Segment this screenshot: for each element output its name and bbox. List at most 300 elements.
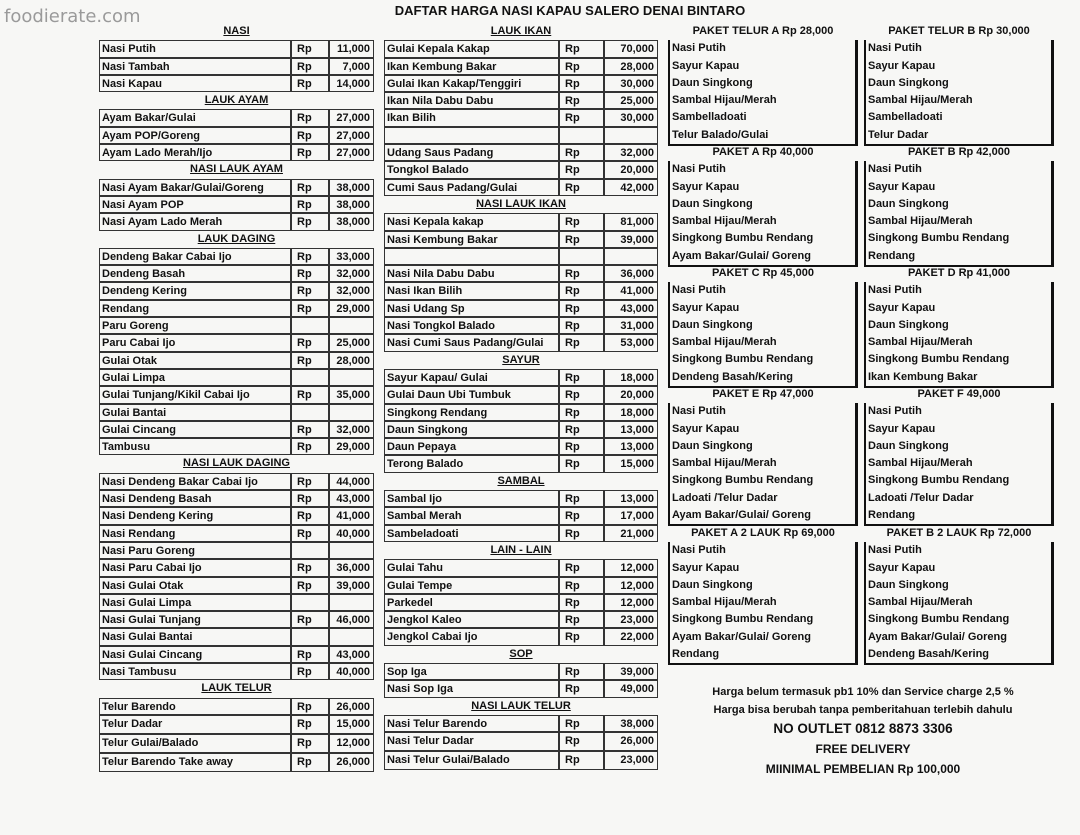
menu-item [99,404,374,421]
menu-item [384,213,658,230]
item-price: 27,000 [329,144,374,161]
package-item: Nasi Putih [868,405,922,418]
item-price: 43,000 [604,300,658,317]
item-price: 38,000 [329,179,374,196]
package-item: Singkong Bumbu Rendang [672,474,814,487]
package-block [864,144,1054,267]
currency: Rp [559,507,604,524]
package-item: Singkong Bumbu Rendang [672,353,814,366]
menu-item [384,161,658,178]
currency: Rp [559,231,604,248]
menu-item [99,58,374,75]
notes-section [668,683,1058,779]
item-name: Jengkol Kaleo [384,611,559,628]
package-block [864,265,1054,388]
currency: Rp [291,438,329,455]
package-item: Sambelladoati [868,111,943,124]
item-price: 12,000 [604,577,658,594]
currency: Rp [291,421,329,438]
item-price: 32,000 [329,421,374,438]
menu-item [99,300,374,317]
menu-item [99,594,374,611]
package-title: PAKET B 2 LAUK Rp 72,000 [886,527,1032,539]
item-name: Nasi Udang Sp [384,300,559,317]
currency: Rp [559,732,604,751]
menu-item [99,386,374,403]
currency: Rp [291,646,329,663]
item-price: 20,000 [604,386,658,403]
item-price: 13,000 [604,421,658,438]
item-name: Rendang [99,300,291,317]
item-name: Telur Barendo Take away [99,753,291,772]
delivery-note: FREE DELIVERY [815,742,911,756]
currency: Rp [559,213,604,230]
item-price: 30,000 [604,75,658,92]
package-item: Sambal Hijau/Merah [672,94,777,107]
section-header: NASI LAUK DAGING [183,457,290,470]
currency: Rp [291,559,329,576]
menu-item [384,58,658,75]
menu-item [99,611,374,628]
package-title: PAKET TELUR B Rp 30,000 [888,25,1030,37]
currency: Rp [559,144,604,161]
item-price: 32,000 [604,144,658,161]
package-title: PAKET TELUR A Rp 28,000 [692,25,834,37]
menu-item [99,282,374,299]
package-item: Telur Dadar [868,128,929,141]
section-header: SOP [509,647,533,660]
package-item: Nasi Putih [868,163,922,176]
package-item: Daun Singkong [868,439,949,452]
item-price [604,127,658,144]
package-item: Sambal Hijau/Merah [672,215,777,228]
item-price: 38,000 [604,715,658,732]
package-item: Singkong Bumbu Rendang [868,353,1010,366]
section-header: NASI LAUK AYAM [190,163,283,176]
item-name: Nasi Nila Dabu Dabu [384,265,559,282]
item-name: Paru Goreng [99,317,291,334]
item-name: Nasi Tambusu [99,663,291,680]
currency: Rp [559,109,604,126]
package-item: Daun Singkong [672,318,753,331]
menu-item [99,663,374,680]
package-item: Singkong Bumbu Rendang [868,474,1010,487]
package-item: Ikan Kembung Bakar [868,370,978,383]
currency: Rp [291,127,329,144]
currency: Rp [559,421,604,438]
item-name: Nasi Ayam POP [99,196,291,213]
menu-item [99,490,374,507]
item-name: Nasi Tambah [99,58,291,75]
item-name: Ayam Lado Merah/Ijo [99,144,291,161]
package-title: PAKET F 49,000 [917,388,1001,400]
menu-item [384,594,658,611]
item-price: 41,000 [329,507,374,524]
menu-item [384,507,658,524]
package-item: Dendeng Basah/Kering [868,648,990,661]
item-name: Dendeng Basah [99,265,291,282]
package-item: Sambal Hijau/Merah [868,215,973,228]
item-price: 28,000 [604,58,658,75]
package-item: Nasi Putih [672,544,726,557]
package-item: Rendang [868,509,916,522]
menu-item [384,334,658,351]
currency: Rp [559,663,604,680]
menu-column-left [99,23,374,772]
item-price: 39,000 [329,577,374,594]
watermark: foodierate.com [4,6,141,27]
item-name: Nasi Paru Cabai Ijo [99,559,291,576]
currency: Rp [291,698,329,715]
currency: Rp [291,109,329,126]
item-price: 25,000 [329,334,374,351]
section-header: LAUK IKAN [490,25,552,37]
package-items [668,161,858,267]
currency: Rp [291,179,329,196]
package-item: Singkong Bumbu Rendang [868,232,1010,245]
item-price: 43,000 [329,646,374,663]
item-price: 53,000 [604,334,658,351]
item-price: 43,000 [329,490,374,507]
currency: Rp [559,628,604,645]
menu-item [99,369,374,386]
menu-item [384,525,658,542]
package-items [668,542,858,665]
package-item: Sambal Hijau/Merah [868,596,973,609]
menu-item [99,507,374,524]
item-name: Nasi Gulai Cincang [99,646,291,663]
package-items [864,403,1054,526]
currency: Rp [559,455,604,472]
item-name: Ikan Bilih [384,109,559,126]
item-name: Sambal Ijo [384,490,559,507]
item-price: 23,000 [604,751,658,770]
currency: Rp [291,507,329,524]
item-name: Sambeladoati [384,525,559,542]
menu-item [99,438,374,455]
section-header: LAUK DAGING [197,232,276,245]
minimum-order-note: MIINIMAL PEMBELIAN Rp 100,000 [765,762,961,776]
currency: Rp [291,386,329,403]
section-header: LAIN - LAIN [490,543,552,556]
item-name: Sambal Merah [384,507,559,524]
section-header: SAMBAL [497,474,545,487]
currency: Rp [559,611,604,628]
item-price: 36,000 [329,559,374,576]
item-price: 29,000 [329,438,374,455]
currency: Rp [559,680,604,697]
menu-item [384,663,658,680]
currency: Rp [559,334,604,351]
item-name [384,248,559,265]
item-price: 40,000 [329,663,374,680]
item-price: 26,000 [604,732,658,751]
item-price: 29,000 [329,300,374,317]
item-name: Gulai Ikan Kakap/Tenggiri [384,75,559,92]
menu-item [99,248,374,265]
package-item: Rendang [672,648,720,661]
tax-note: Harga belum termasuk pb1 10% dan Service charge 2,5 % [712,686,1014,698]
menu-item [384,231,658,248]
item-name: Nasi Ayam Bakar/Gulai/Goreng [99,179,291,196]
menu-item [384,559,658,576]
item-name: Nasi Gulai Otak [99,577,291,594]
menu-item [384,490,658,507]
package-items [864,282,1054,388]
item-name: Nasi Gulai Tunjang [99,611,291,628]
package-item: Sambal Hijau/Merah [672,457,777,470]
currency: Rp [291,734,329,753]
page-title: DAFTAR HARGA NASI KAPAU SALERO DENAI BINTARO [394,3,746,18]
menu-item [99,265,374,282]
package-item: Singkong Bumbu Rendang [672,613,814,626]
menu-item [99,577,374,594]
currency [559,248,604,265]
item-price: 30,000 [604,109,658,126]
menu-item [99,352,374,369]
item-price: 42,000 [604,179,658,196]
item-price: 12,000 [604,594,658,611]
package-block [668,525,858,665]
menu-item [384,144,658,161]
currency: Rp [291,58,329,75]
item-price [604,248,658,265]
currency: Rp [559,577,604,594]
item-name: Daun Pepaya [384,438,559,455]
package-block [668,23,858,146]
price-change-note: Harga bisa berubah tanpa pemberitahuan terlebih dahulu [713,704,1013,716]
currency: Rp [291,40,329,57]
package-item: Sayur Kapau [672,180,740,193]
menu-item [384,369,658,386]
item-price: 22,000 [604,628,658,645]
item-name: Singkong Rendang [384,404,559,421]
item-name [384,127,559,144]
item-price: 18,000 [604,369,658,386]
package-items [668,40,858,146]
currency: Rp [291,282,329,299]
menu-item [99,559,374,576]
package-item: Sayur Kapau [672,59,740,72]
package-items [668,403,858,526]
item-price: 40,000 [329,525,374,542]
item-name: Nasi Tongkol Balado [384,317,559,334]
package-title: PAKET D Rp 41,000 [908,267,1010,279]
item-price [329,404,374,421]
menu-item [384,282,658,299]
item-price: 38,000 [329,196,374,213]
item-price: 11,000 [329,40,374,57]
currency: Rp [291,196,329,213]
section-header: NASI [223,25,250,37]
package-item: Sayur Kapau [868,422,936,435]
item-name: Udang Saus Padang [384,144,559,161]
item-name: Tambusu [99,438,291,455]
menu-item [99,213,374,230]
item-price [329,369,374,386]
menu-item [384,265,658,282]
package-item: Sambelladoati [672,111,747,124]
item-price: 27,000 [329,127,374,144]
package-item: Nasi Putih [868,42,922,55]
currency: Rp [559,594,604,611]
item-name: Daun Singkong [384,421,559,438]
currency [559,127,604,144]
package-item: Ayam Bakar/Gulai/ Goreng [672,509,811,522]
item-price [329,594,374,611]
item-name: Telur Gulai/Balado [99,734,291,753]
package-items [864,542,1054,665]
item-name: Gulai Kepala Kakap [384,40,559,57]
menu-item [99,542,374,559]
item-price: 23,000 [604,611,658,628]
menu-item [99,127,374,144]
item-price: 49,000 [604,680,658,697]
item-name: Jengkol Cabai Ijo [384,628,559,645]
currency: Rp [559,75,604,92]
menu-item [99,179,374,196]
menu-item [384,109,658,126]
item-name: Gulai Bantai [99,404,291,421]
menu-item [99,646,374,663]
item-name: Nasi Ikan Bilih [384,282,559,299]
item-price: 27,000 [329,109,374,126]
currency [291,542,329,559]
item-name: Ayam POP/Goreng [99,127,291,144]
menu-item [384,628,658,645]
currency: Rp [559,179,604,196]
currency: Rp [291,144,329,161]
menu-item [99,525,374,542]
section-header: LAUK AYAM [204,94,269,107]
item-name: Nasi Ayam Lado Merah [99,213,291,230]
currency: Rp [291,715,329,734]
menu-item [384,751,658,770]
package-item: Daun Singkong [672,578,753,591]
currency: Rp [291,75,329,92]
package-item: Sayur Kapau [868,59,936,72]
item-name: Telur Barendo [99,698,291,715]
item-price: 14,000 [329,75,374,92]
item-price: 39,000 [604,663,658,680]
item-name: Ayam Bakar/Gulai [99,109,291,126]
package-item: Telur Balado/Gulai [672,128,769,141]
item-name: Parkedel [384,594,559,611]
package-item: Sayur Kapau [868,301,936,314]
package-item: Ayam Bakar/Gulai/ Goreng [868,630,1007,643]
package-title: PAKET A 2 LAUK Rp 69,000 [691,527,835,539]
package-item: Sayur Kapau [868,180,936,193]
item-name: Tongkol Balado [384,161,559,178]
item-name: Gulai Tahu [384,559,559,576]
outlet-phone: NO OUTLET 0812 8873 3306 [773,721,953,736]
currency: Rp [291,490,329,507]
package-block [668,265,858,388]
currency: Rp [291,352,329,369]
currency: Rp [291,577,329,594]
section-header: NASI LAUK TELUR [471,699,571,712]
item-name: Nasi Dendeng Kering [99,507,291,524]
menu-item [99,317,374,334]
menu-item [384,179,658,196]
package-item: Nasi Putih [672,163,726,176]
item-name: Paru Cabai Ijo [99,334,291,351]
item-price: 32,000 [329,265,374,282]
menu-item [99,698,374,715]
item-price: 26,000 [329,753,374,772]
item-price: 12,000 [329,734,374,753]
item-name: Nasi Gulai Limpa [99,594,291,611]
package-item: Daun Singkong [868,76,949,89]
item-name: Nasi Kepala kakap [384,213,559,230]
item-price: 13,000 [604,490,658,507]
menu-column-middle [384,23,658,770]
currency: Rp [559,265,604,282]
package-item: Nasi Putih [868,284,922,297]
menu-item [99,334,374,351]
item-price: 70,000 [604,40,658,57]
item-price: 25,000 [604,92,658,109]
item-name: Dendeng Kering [99,282,291,299]
package-item: Daun Singkong [672,197,753,210]
currency: Rp [291,334,329,351]
item-price: 26,000 [329,698,374,715]
currency: Rp [291,213,329,230]
item-price: 18,000 [604,404,658,421]
currency [291,594,329,611]
currency: Rp [559,161,604,178]
currency: Rp [559,525,604,542]
currency [291,404,329,421]
currency: Rp [559,751,604,770]
item-price [329,628,374,645]
item-price: 20,000 [604,161,658,178]
package-block [864,23,1054,146]
menu-item [99,734,374,753]
item-name: Sop Iga [384,663,559,680]
currency: Rp [291,265,329,282]
item-name: Terong Balado [384,455,559,472]
menu-item [99,40,374,57]
section-header: NASI LAUK IKAN [476,197,566,210]
item-name: Ikan Kembung Bakar [384,58,559,75]
item-price: 17,000 [604,507,658,524]
item-price: 36,000 [604,265,658,282]
package-item: Sambal Hijau/Merah [868,336,973,349]
item-price: 28,000 [329,352,374,369]
package-item: Ladoati /Telur Dadar [868,491,974,504]
package-item: Singkong Bumbu Rendang [868,613,1010,626]
item-price: 32,000 [329,282,374,299]
item-name: Cumi Saus Padang/Gulai [384,179,559,196]
currency: Rp [291,663,329,680]
menu-item [384,40,658,57]
currency [291,317,329,334]
section-header: SAYUR [502,353,540,366]
currency: Rp [559,300,604,317]
item-name: Nasi Kapau [99,75,291,92]
item-name: Nasi Gulai Bantai [99,628,291,645]
package-block [864,386,1054,526]
item-price: 15,000 [329,715,374,734]
item-name: Nasi Rendang [99,525,291,542]
currency: Rp [559,404,604,421]
package-item: Sambal Hijau/Merah [672,336,777,349]
currency: Rp [291,525,329,542]
menu-item [384,611,658,628]
item-name: Gulai Tempe [384,577,559,594]
package-title: PAKET C Rp 45,000 [712,267,814,279]
